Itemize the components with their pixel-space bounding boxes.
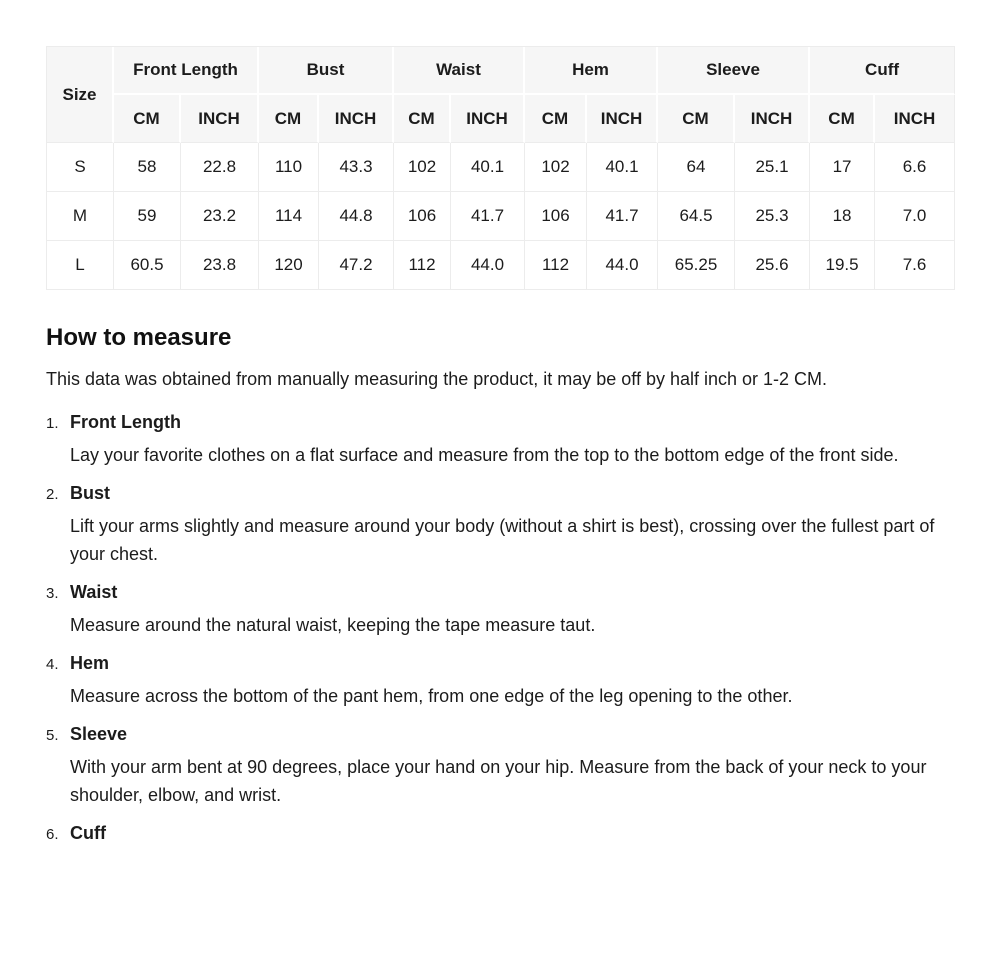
- value-cell: 44.8: [319, 192, 394, 241]
- list-item-number: 2.: [46, 486, 59, 503]
- unit-inch: INCH: [587, 95, 658, 143]
- unit-cm: CM: [259, 95, 319, 143]
- value-cell: 22.8: [181, 143, 259, 192]
- value-cell: 40.1: [451, 143, 525, 192]
- list-item-title: Waist: [70, 582, 118, 602]
- how-to-measure-intro: This data was obtained from manually measuring the product, it may be off by half inch or 1-2 CM.: [46, 369, 828, 389]
- list-item-title: Cuff: [70, 823, 106, 843]
- value-cell: 7.6: [875, 241, 955, 290]
- value-cell: 106: [394, 192, 451, 241]
- list-item-description: Lay your favorite clothes on a flat surface and measure from the top to the bottom edge of the front side.: [70, 445, 899, 465]
- unit-inch: INCH: [451, 95, 525, 143]
- value-cell: 65.25: [658, 241, 735, 290]
- list-item-description: Measure across the bottom of the pant hem, from one edge of the leg opening to the other.: [70, 686, 793, 706]
- value-cell: 25.1: [735, 143, 810, 192]
- list-item-bust: [46, 483, 954, 568]
- value-cell: 110: [259, 143, 319, 192]
- unit-cm: CM: [810, 95, 875, 143]
- list-item-title: Bust: [70, 483, 110, 503]
- header-unit-row: [47, 95, 955, 143]
- size-chart-body: [47, 143, 955, 290]
- header-size: Size: [47, 47, 114, 143]
- value-cell: 25.6: [735, 241, 810, 290]
- list-item-titleline: [46, 412, 954, 433]
- list-item-number: 4.: [46, 656, 59, 673]
- how-to-measure-list: [46, 412, 954, 844]
- value-cell: 58: [114, 143, 181, 192]
- value-cell: 17: [810, 143, 875, 192]
- value-cell: 44.0: [587, 241, 658, 290]
- list-item-hem: [46, 653, 954, 710]
- value-cell: 18: [810, 192, 875, 241]
- list-item-title: Hem: [70, 653, 110, 673]
- list-item-waist: [46, 582, 954, 639]
- list-item-front-length: [46, 412, 954, 469]
- list-item-titleline: [46, 582, 954, 603]
- unit-inch: INCH: [875, 95, 955, 143]
- header-hem: Hem: [525, 47, 658, 95]
- size-chart-table: [46, 46, 955, 290]
- value-cell: 41.7: [451, 192, 525, 241]
- value-cell: 112: [394, 241, 451, 290]
- list-item-sleeve: [46, 724, 954, 809]
- list-item-titleline: [46, 724, 954, 745]
- value-cell: 106: [525, 192, 587, 241]
- size-cell: S: [47, 143, 114, 192]
- table-row-l: [47, 241, 955, 290]
- header-bust: Bust: [259, 47, 394, 95]
- list-item-number: 1.: [46, 415, 59, 432]
- value-cell: 44.0: [451, 241, 525, 290]
- how-to-measure-heading: How to measure: [46, 324, 232, 351]
- value-cell: 112: [525, 241, 587, 290]
- value-cell: 40.1: [587, 143, 658, 192]
- list-item-titleline: [46, 823, 954, 844]
- value-cell: 47.2: [319, 241, 394, 290]
- size-cell: M: [47, 192, 114, 241]
- list-item-title: Sleeve: [70, 724, 128, 744]
- list-item-description: With your arm bent at 90 degrees, place your hand on your hip. Measure from the back of your neck to your shoulder, elbow, and wrist.: [70, 757, 927, 805]
- value-cell: 43.3: [319, 143, 394, 192]
- value-cell: 25.3: [735, 192, 810, 241]
- value-cell: 64: [658, 143, 735, 192]
- value-cell: 23.8: [181, 241, 259, 290]
- value-cell: 60.5: [114, 241, 181, 290]
- value-cell: 6.6: [875, 143, 955, 192]
- header-group-row: [47, 47, 955, 95]
- unit-cm: CM: [394, 95, 451, 143]
- value-cell: 19.5: [810, 241, 875, 290]
- unit-cm: CM: [525, 95, 587, 143]
- table-row-m: [47, 192, 955, 241]
- list-item-title: Front Length: [70, 412, 181, 432]
- value-cell: 23.2: [181, 192, 259, 241]
- unit-cm: CM: [658, 95, 735, 143]
- value-cell: 114: [259, 192, 319, 241]
- value-cell: 120: [259, 241, 319, 290]
- list-item-cuff: [46, 823, 954, 844]
- unit-inch: INCH: [181, 95, 259, 143]
- value-cell: 7.0: [875, 192, 955, 241]
- unit-cm: CM: [114, 95, 181, 143]
- unit-inch: INCH: [319, 95, 394, 143]
- list-item-description: Lift your arms slightly and measure around your body (without a shirt is best), crossing over the fullest part of your chest.: [70, 516, 935, 564]
- list-item-number: 6.: [46, 826, 59, 843]
- value-cell: 64.5: [658, 192, 735, 241]
- header-front-length: Front Length: [114, 47, 259, 95]
- table-row-s: [47, 143, 955, 192]
- value-cell: 102: [525, 143, 587, 192]
- value-cell: 41.7: [587, 192, 658, 241]
- value-cell: 102: [394, 143, 451, 192]
- size-cell: L: [47, 241, 114, 290]
- value-cell: 59: [114, 192, 181, 241]
- unit-inch: INCH: [735, 95, 810, 143]
- size-chart-header: [47, 47, 955, 143]
- header-sleeve: Sleeve: [658, 47, 810, 95]
- header-waist: Waist: [394, 47, 525, 95]
- header-cuff: Cuff: [810, 47, 955, 95]
- list-item-number: 5.: [46, 727, 59, 744]
- list-item-description: Measure around the natural waist, keeping the tape measure taut.: [70, 615, 596, 635]
- list-item-number: 3.: [46, 585, 59, 602]
- list-item-titleline: [46, 483, 954, 504]
- list-item-titleline: [46, 653, 954, 674]
